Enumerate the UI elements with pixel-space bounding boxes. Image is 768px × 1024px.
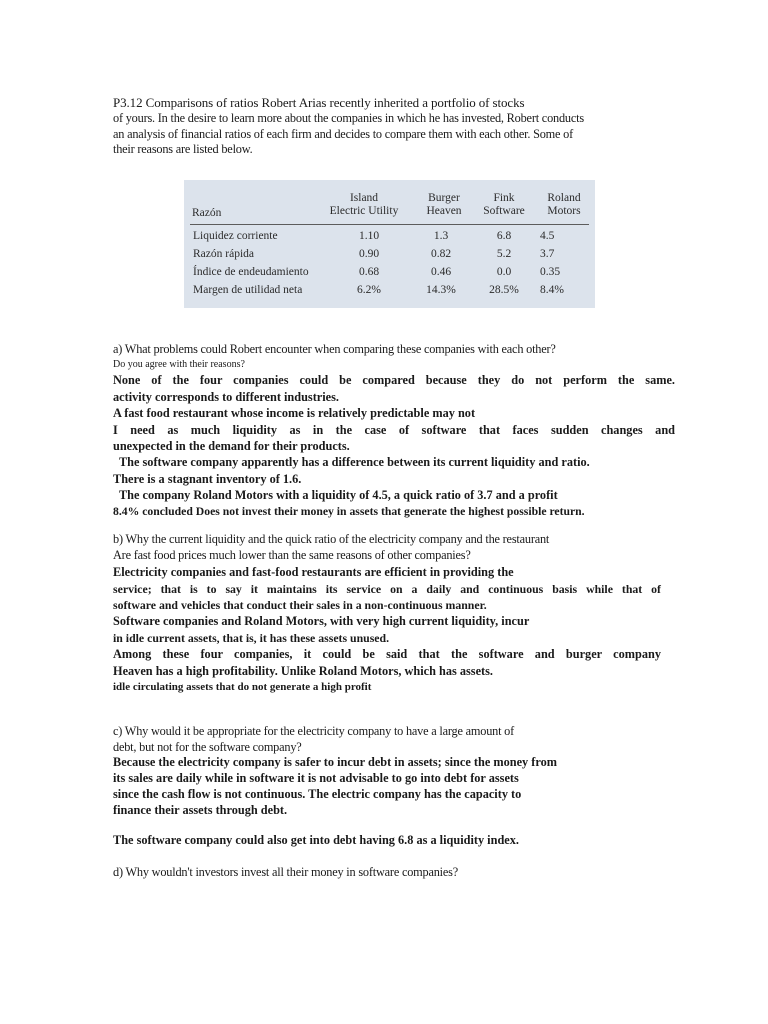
intro-line: P3.12 Comparisons of ratios Robert Arias recently inherited a portfolio of stocks	[113, 95, 525, 110]
table-column-header: Roland Motors	[547, 192, 581, 217]
table-column-header: Island Electric Utility	[329, 192, 399, 217]
table-column-header: Burger Heaven	[426, 192, 462, 217]
question-subtext: Do you agree with their reasons?	[113, 358, 245, 370]
intro-paragraph	[113, 95, 693, 158]
question-b	[113, 532, 673, 563]
intro-line: their reasons are listed below.	[113, 142, 253, 156]
answer-line: None of the four companies could be compared because they do not perform the same.	[113, 373, 675, 387]
answer-line: Electricity companies and fast-food restaurants are efficient in providing the	[113, 565, 514, 579]
ratio-table	[184, 180, 595, 308]
answer-line: finance their assets through debt.	[113, 803, 288, 817]
answer-line: Among these four companies, it could be said that the software and burger company	[113, 647, 661, 661]
answer-line: There is a stagnant inventory of 1.6.	[113, 472, 302, 486]
table-cell: 0.0	[496, 266, 512, 278]
answer-line: in idle current assets, that is, it has these assets unused.	[113, 631, 390, 645]
table-cell: 14.3%	[426, 284, 456, 296]
answer-line: since the cash flow is not continuous. The electric company has the capacity to	[113, 787, 522, 801]
answer-line: 8.4% concluded Does not invest their money in assets that generate the highest possible return.	[113, 505, 585, 518]
table-row-header: Razón	[192, 207, 222, 219]
question-a	[113, 342, 673, 371]
answer-line: unexpected in the demand for their products.	[113, 439, 350, 453]
answer-line: The software company apparently has a difference between its current liquidity and ratio.	[118, 455, 590, 469]
question-d	[113, 865, 633, 881]
table-row-label: Razón rápida	[193, 248, 254, 260]
question-text: b) Why the current liquidity and the quick ratio of the electricity company and the restaurant	[113, 532, 550, 546]
table-column-header: Fink Software	[483, 192, 525, 217]
answer-line: The software company could also get into debt having 6.8 as a liquidity index.	[113, 833, 519, 847]
table-cell: 6.2%	[357, 284, 381, 296]
table-cell: 0.90	[358, 248, 380, 260]
answer-line: software and vehicles that conduct their sales in a non-continuous manner.	[113, 598, 487, 612]
table-cell: 8.4%	[540, 284, 564, 296]
table-cell: 4.5	[540, 230, 555, 242]
answer-b	[113, 564, 661, 695]
answer-line: The company Roland Motors with a liquidity of 4.5, a quick ratio of 3.7 and a profit	[118, 488, 558, 502]
answer-line: I need as much liquidity as in the case of software that faces sudden changes and	[113, 423, 675, 437]
answer-c	[113, 754, 633, 818]
answer-a	[113, 372, 675, 520]
table-cell: 5.2	[496, 248, 512, 260]
question-text: a) What problems could Robert encounter when comparing these companies with each other?	[113, 342, 556, 356]
table-cell: 0.35	[540, 266, 561, 278]
question-text: c) Why would it be appropriate for the electricity company to have a large amount of	[113, 724, 515, 738]
intro-line: of yours. In the desire to learn more about the companies in which he has invested, Robert conducts	[113, 111, 584, 125]
table-cell: 6.8	[496, 230, 512, 242]
answer-line: Heaven has a high profitability. Unlike Roland Motors, which has assets.	[113, 664, 494, 678]
answer-line: Because the electricity company is safer to incur debt in assets; since the money from	[113, 755, 557, 769]
table-cell: 0.82	[430, 248, 452, 260]
question-c	[113, 724, 673, 755]
table-cell: 1.3	[433, 230, 449, 242]
table-header-rule	[190, 224, 589, 225]
table-cell: 0.68	[358, 266, 380, 278]
question-text: d) Why wouldn't investors invest all their money in software companies?	[113, 865, 459, 879]
table-cell: 3.7	[540, 248, 555, 260]
table-row-label: Liquidez corriente	[193, 230, 278, 242]
table-cell: 1.10	[358, 230, 380, 242]
table-row-label: Margen de utilidad neta	[193, 284, 303, 296]
answer-line: A fast food restaurant whose income is relatively predictable may not	[113, 406, 476, 420]
answer-line: activity corresponds to different industries.	[113, 390, 339, 404]
answer-c-extra	[113, 832, 633, 848]
intro-line: an analysis of financial ratios of each firm and decides to compare them with each other. Some of	[113, 126, 574, 141]
question-text: debt, but not for the software company?	[113, 739, 302, 754]
answer-line: Software companies and Roland Motors, with very high current liquidity, incur	[113, 614, 530, 628]
table-cell: 28.5%	[489, 284, 519, 296]
table-cell: 0.46	[430, 266, 452, 278]
table-row-label: Índice de endeudamiento	[193, 266, 309, 278]
answer-line: idle circulating assets that do not generate a high profit	[113, 681, 372, 693]
answer-line: its sales are daily while in software it is not advisable to go into debt for assets	[113, 771, 519, 785]
question-text: Are fast food prices much lower than the same reasons of other companies?	[113, 547, 471, 562]
answer-line: service; that is to say it maintains its service on a daily and continuous basis while that of	[113, 582, 661, 596]
